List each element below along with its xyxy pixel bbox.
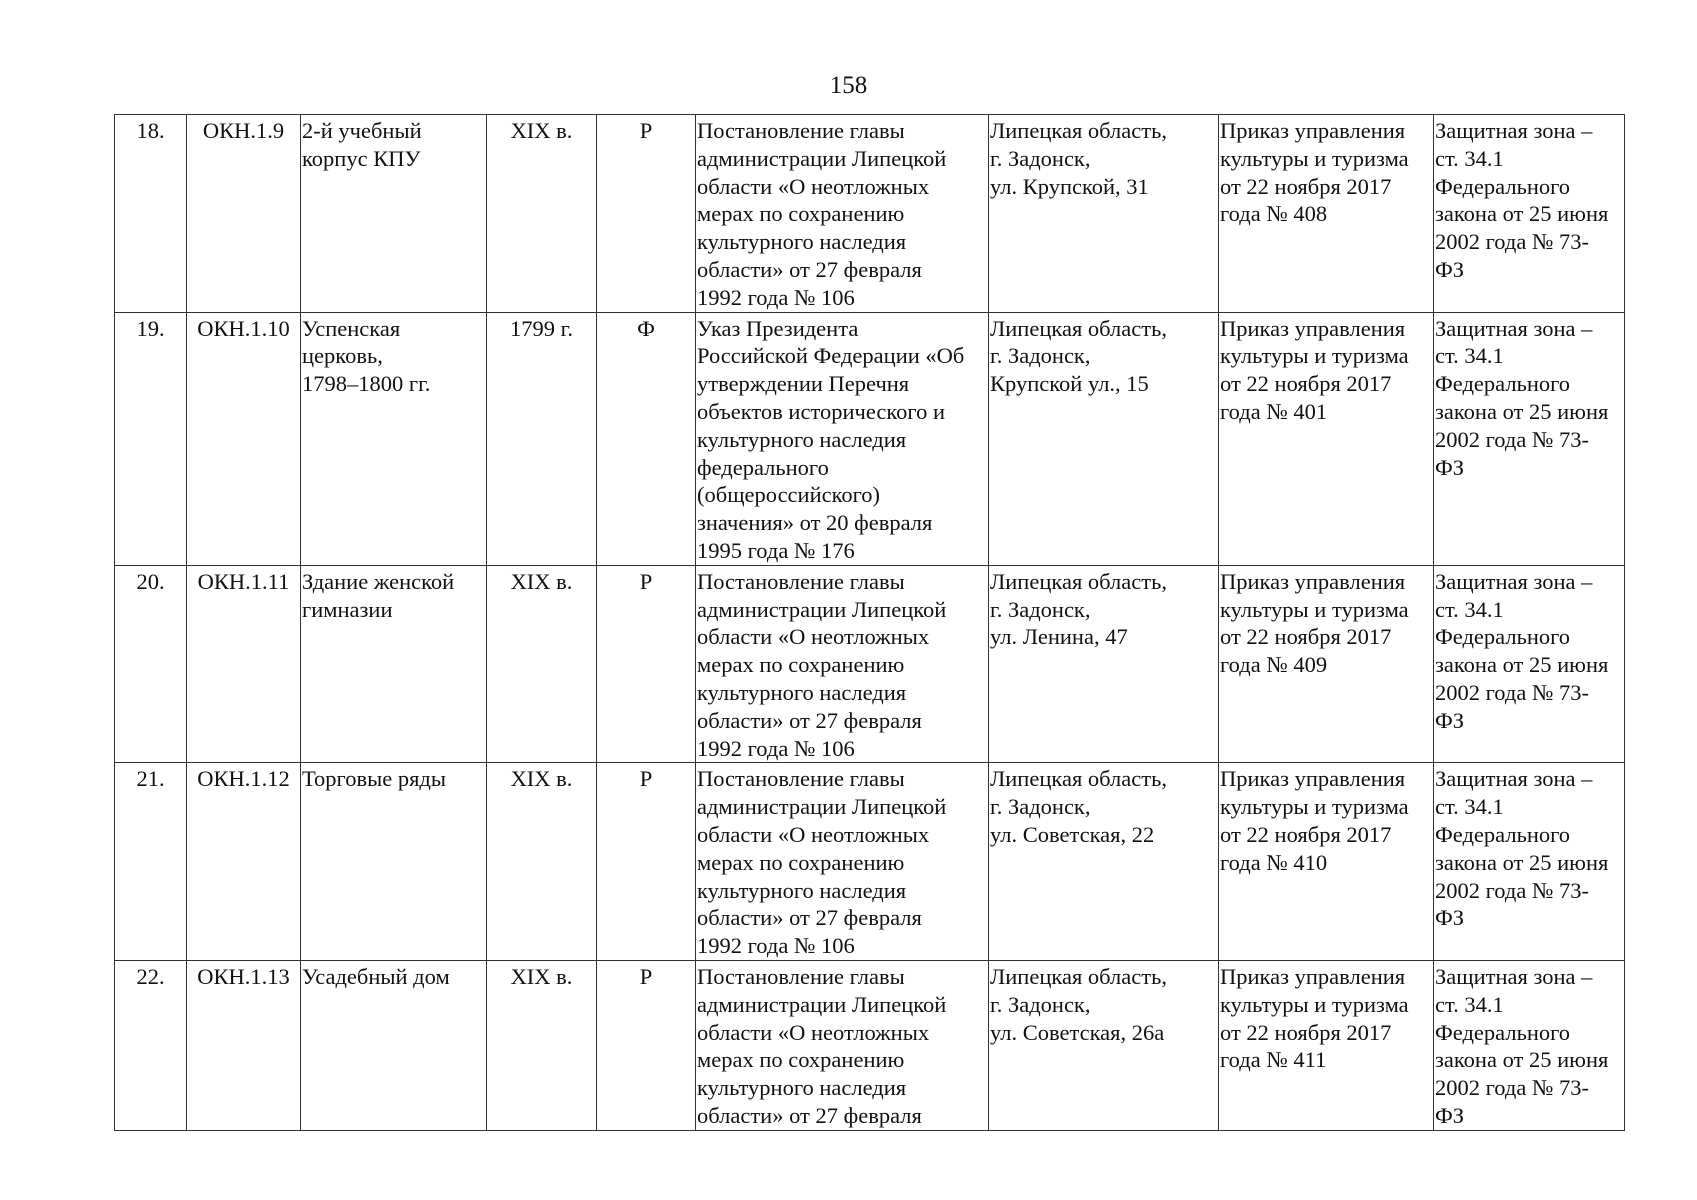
object-code-cell: ОКН.1.10	[187, 312, 301, 565]
object-code-cell: ОКН.1.11	[187, 565, 301, 763]
order-cell: Приказ управления культуры и туризма от 22 ноября 2017 года № 409	[1219, 565, 1434, 763]
object-date-cell: XIX в.	[487, 565, 597, 763]
page-number: 158	[829, 72, 868, 99]
object-category-cell: Р	[597, 115, 696, 313]
row-number-cell: 18.	[115, 115, 187, 313]
object-code-cell: ОКН.1.12	[187, 763, 301, 961]
object-code-cell: ОКН.1.13	[187, 960, 301, 1130]
object-category-cell: Р	[597, 960, 696, 1130]
object-date-cell: XIX в.	[487, 960, 597, 1130]
object-date-cell: 1799 г.	[487, 312, 597, 565]
legal-document-cell: Указ Президента Российской Федерации «Об утверждении Перечня объектов исторического и культурного наследия федерального (общероссийского) значения» от 20 февраля 1995 года № 176	[696, 312, 989, 565]
address-cell: Липецкая область, г. Задонск, ул. Крупской, 31	[989, 115, 1219, 313]
address-cell: Липецкая область, г. Задонск, ул. Ленина, 47	[989, 565, 1219, 763]
object-name-cell: 2-й учебный корпус КПУ	[301, 115, 487, 313]
address-cell: Липецкая область, г. Задонск, Крупской ул., 15	[989, 312, 1219, 565]
table-row	[115, 565, 1625, 763]
protection-zone-cell: Защитная зона – ст. 34.1 Федерального закона от 25 июня 2002 года № 73- ФЗ	[1434, 312, 1625, 565]
object-name-cell: Успенская церковь, 1798–1800 гг.	[301, 312, 487, 565]
object-name-cell: Торговые ряды	[301, 763, 487, 961]
row-number-cell: 22.	[115, 960, 187, 1130]
row-number-cell: 20.	[115, 565, 187, 763]
object-code-cell: ОКН.1.9	[187, 115, 301, 313]
legal-document-cell: Постановление главы администрации Липецкой области «О неотложных мерах по сохранению культурного наследия области» от 27 февраля	[696, 960, 989, 1130]
legal-document-cell: Постановление главы администрации Липецкой области «О неотложных мерах по сохранению культурного наследия области» от 27 февраля 1992 года № 106	[696, 115, 989, 313]
row-number-cell: 19.	[115, 312, 187, 565]
object-category-cell: Р	[597, 763, 696, 961]
table-row	[115, 960, 1625, 1130]
heritage-objects-table	[114, 114, 1625, 1131]
legal-document-cell: Постановление главы администрации Липецкой области «О неотложных мерах по сохранению культурного наследия области» от 27 февраля 1992 года № 106	[696, 565, 989, 763]
address-cell: Липецкая область, г. Задонск, ул. Советская, 22	[989, 763, 1219, 961]
table-row	[115, 312, 1625, 565]
protection-zone-cell: Защитная зона – ст. 34.1 Федерального закона от 25 июня 2002 года № 73- ФЗ	[1434, 565, 1625, 763]
order-cell: Приказ управления культуры и туризма от 22 ноября 2017 года № 410	[1219, 763, 1434, 961]
legal-document-cell: Постановление главы администрации Липецкой области «О неотложных мерах по сохранению культурного наследия области» от 27 февраля 1992 года № 106	[696, 763, 989, 961]
address-cell: Липецкая область, г. Задонск, ул. Советская, 26а	[989, 960, 1219, 1130]
protection-zone-cell: Защитная зона – ст. 34.1 Федерального закона от 25 июня 2002 года № 73- ФЗ	[1434, 763, 1625, 961]
order-cell: Приказ управления культуры и туризма от 22 ноября 2017 года № 408	[1219, 115, 1434, 313]
table-row	[115, 763, 1625, 961]
object-date-cell: XIX в.	[487, 115, 597, 313]
table-row	[115, 115, 1625, 313]
protection-zone-cell: Защитная зона – ст. 34.1 Федерального закона от 25 июня 2002 года № 73- ФЗ	[1434, 115, 1625, 313]
protection-zone-cell: Защитная зона – ст. 34.1 Федерального закона от 25 июня 2002 года № 73- ФЗ	[1434, 960, 1625, 1130]
object-name-cell: Усадебный дом	[301, 960, 487, 1130]
order-cell: Приказ управления культуры и туризма от 22 ноября 2017 года № 411	[1219, 960, 1434, 1130]
object-category-cell: Р	[597, 565, 696, 763]
order-cell: Приказ управления культуры и туризма от 22 ноября 2017 года № 401	[1219, 312, 1434, 565]
row-number-cell: 21.	[115, 763, 187, 961]
object-category-cell: Ф	[597, 312, 696, 565]
object-name-cell: Здание женской гимназии	[301, 565, 487, 763]
object-date-cell: XIX в.	[487, 763, 597, 961]
